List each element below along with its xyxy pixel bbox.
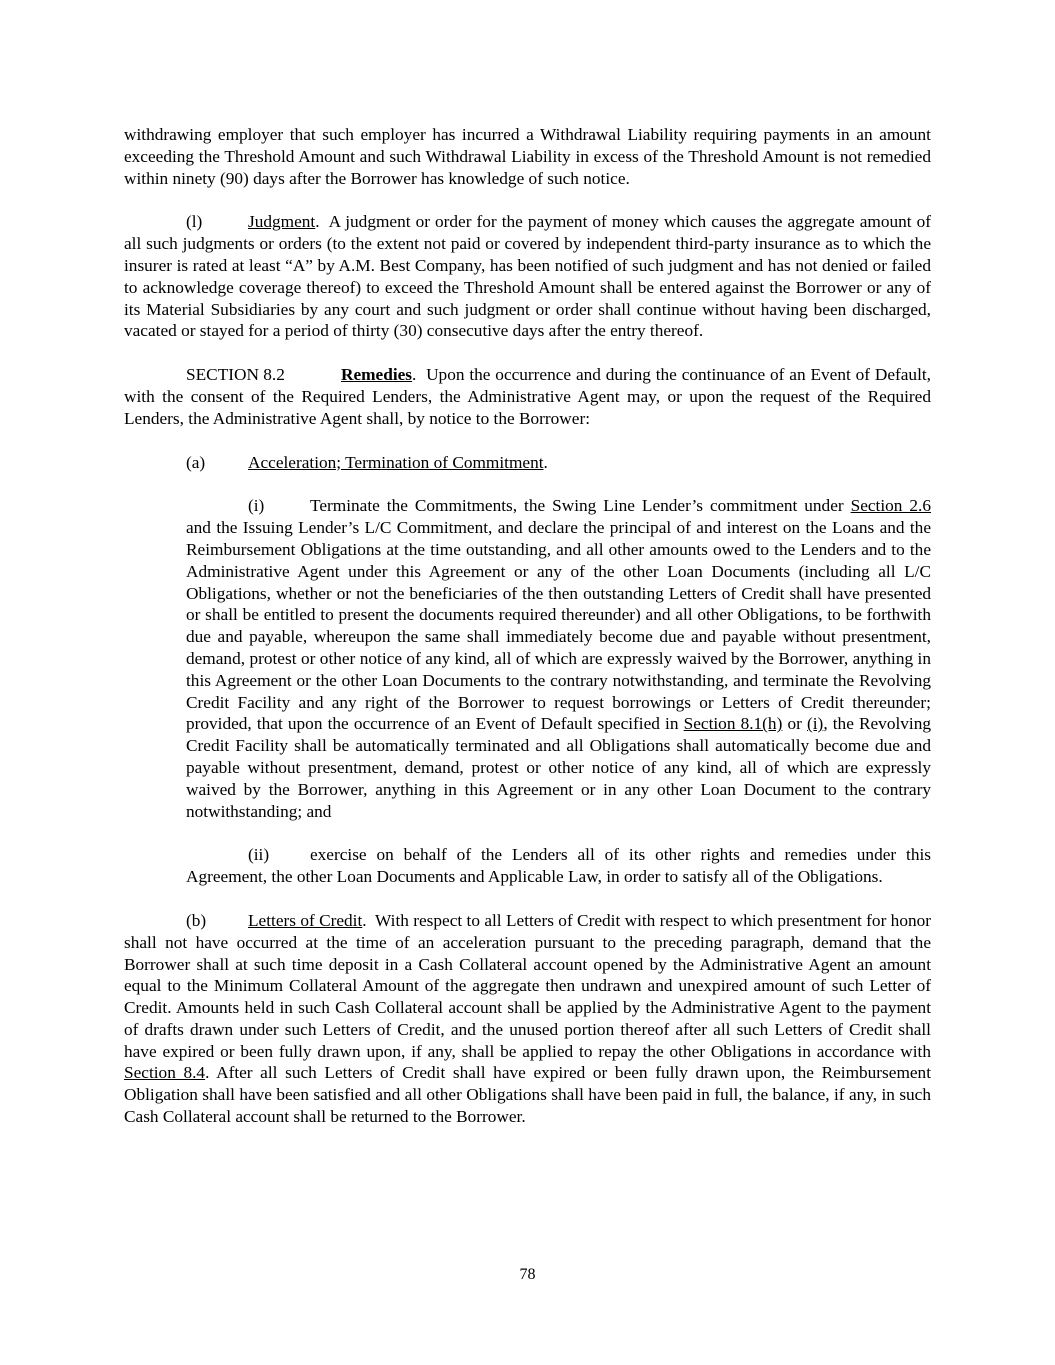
paragraph-text: exercise on behalf of the Lenders all of its other rights and remedies under this Agreement, the other Loan Documents and Applicable Law, in order to satisfy all of the Obligations. bbox=[186, 845, 931, 887]
paragraph-b-letters-of-credit bbox=[124, 910, 931, 1128]
heading-period: . bbox=[412, 365, 417, 385]
heading-acceleration: Acceleration; Termination of Commitment bbox=[248, 452, 544, 472]
paragraph-l-judgment bbox=[124, 211, 931, 342]
paragraph-a-ii bbox=[186, 844, 931, 888]
paragraph-number: (ii) bbox=[248, 845, 270, 865]
paragraph-text: or bbox=[787, 714, 802, 734]
section-number: SECTION 8.2 bbox=[186, 365, 285, 385]
paragraph-number: (a) bbox=[186, 452, 206, 472]
heading-remedies: Remedies bbox=[341, 365, 413, 385]
paragraph-text: Terminate the Commitments, the Swing Line Lender’s commitment under bbox=[310, 496, 844, 516]
cross-reference-section-8-1-h[interactable]: Section 8.1(h) bbox=[683, 714, 783, 734]
paragraph-number: (l) bbox=[186, 212, 203, 232]
document-page bbox=[124, 124, 931, 1128]
section-8-2 bbox=[124, 364, 931, 429]
paragraph-number: (b) bbox=[186, 910, 207, 930]
paragraph-withdrawal-liability bbox=[124, 124, 931, 189]
heading-judgment: Judgment bbox=[248, 212, 316, 232]
paragraph-a-acceleration bbox=[124, 452, 931, 474]
paragraph-text: withdrawing employer that such employer has incurred a Withdrawal Liability requiring payments in an amount exceeding the Threshold Amount and such Withdrawal Liability in excess of the Threshold Amount is not remedied within ninety (90) days after the Borrower has knowledge of such notice. bbox=[124, 125, 931, 188]
cross-reference-section-8-4[interactable]: Section 8.4 bbox=[124, 1063, 206, 1083]
page-number: 78 bbox=[519, 1266, 536, 1283]
heading-period: . bbox=[362, 910, 367, 930]
paragraph-text: Upon the occurrence and during the continuance of an Event of Default, with the consent of the Required Lenders, the Administrative Agent may, or upon the request of the Required Lenders, the Administrative Agent shall, by notice to the Borrower: bbox=[124, 365, 931, 428]
cross-reference-section-8-1-i[interactable]: (i) bbox=[807, 714, 824, 734]
paragraph-number: (i) bbox=[248, 496, 265, 516]
heading-period: . bbox=[315, 212, 320, 232]
paragraph-text: and the Issuing Lender’s L/C Commitment, and declare the principal of and interest on the Loans and the Reimbursement Obligations at the time outstanding, and all other amounts owed to the Lenders and to the Administrative Agent under this Agreement or any of the other Loan Documents (including all L/C Obligations, whether or not the beneficiaries of the then outstanding Letters of Credit shall have presented or shall be entitled to present the documents required thereunder) and all other Obligations, to be forthwith due and payable, whereupon the same shall immediately become due and payable without presentment, demand, protest or other notice of any kind, all of which are expressly waived by the Borrower, anything in this Agreement or the other Loan Documents to the contrary notwithstanding, and terminate the Revolving Credit Facility and any right of the Borrower to request borrowings or Letters of Credit thereunder; provided, that upon the occurrence of an Event of Default specified in bbox=[186, 518, 931, 734]
paragraph-text: . After all such Letters of Credit shall have expired or been fully drawn upon, the Reimbursement Obligation shall have been satisfied and all other Obligations shall have been paid in full, the balance, if any, in such Cash Collateral account shall be returned to the Borrower. bbox=[124, 1063, 931, 1127]
paragraph-text: A judgment or order for the payment of money which causes the aggregate amount of all such judgments or orders (to the extent not paid or covered by independent third-party insurance as to which the insurer is rated at least “A” by A.M. Best Company, has been notified of such judgment and has not denied or failed to acknowledge coverage thereof) to exceed the Threshold Amount shall be entered against the Borrower or any of its Material Subsidiaries by any court and such judgment or order shall continue without having been discharged, vacated or stayed for a period of thirty (30) consecutive days after the entry thereof. bbox=[124, 212, 931, 341]
heading-letters-of-credit: Letters of Credit bbox=[248, 910, 363, 930]
heading-period: . bbox=[543, 452, 548, 472]
paragraph-text: , the Revolving Credit Facility shall be automatically terminated and all Obligations shall automatically become due and payable without presentment, demand, protest or other notice of any kind, all of which are expressly waived by the Borrower, anything in this Agreement or in any other Loan Document to the contrary notwithstanding; and bbox=[186, 714, 931, 821]
cross-reference-section-2-6[interactable]: Section 2.6 bbox=[850, 496, 931, 516]
paragraph-a-i bbox=[186, 495, 931, 822]
paragraph-text: With respect to all Letters of Credit with respect to which presentment for honor shall not have occurred at the time of an acceleration pursuant to the preceding paragraph, demand that the Borrower shall at such time deposit in a Cash Collateral account opened by the Administrative Agent an amount equal to the Minimum Collateral Amount of the aggregate then undrawn and unexpired amount of such Letter of Credit. Amounts held in such Cash Collateral account shall be applied by the Administrative Agent to the payment of drafts drawn under such Letters of Credit, and the unused portion thereof after all such Letters of Credit shall have expired or been fully drawn upon, if any, shall be applied to repay the other Obligations in accordance with bbox=[124, 910, 931, 1061]
